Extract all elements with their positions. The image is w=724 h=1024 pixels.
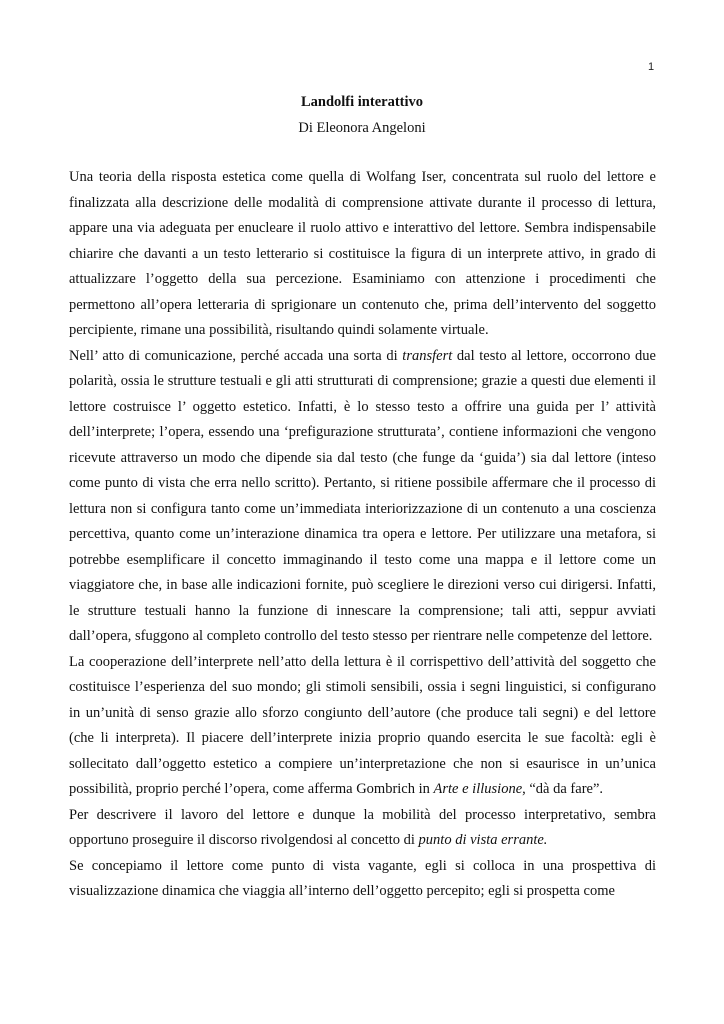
text-run: Nell’ atto di comunicazione, perché accada una sorta di (69, 347, 403, 364)
text-run: Una teoria della risposta estetica come quella di Wolfang Iser, concentrata sul ruolo del lettore e finalizzata alla descrizione delle modalità di comprensione attivate durante il processo di lettura, appare una via adeguata per enucleare il ruolo attivo e interattivo del lettore. Sembra indispensabile chiarire che davanti a un testo letterario si costituisce la figura di un interprete attivo, in grado di attualizzare l’oggetto della sua percezione. Esaminiamo con attenzione i procedimenti che permettono all’opera letteraria di sprigionare un contenuto che, prima dell’intervento del soggetto percipiente, rimane una possibilità, risultando quindi solamente virtuale. (69, 169, 656, 338)
italic-text: transfert (402, 347, 453, 364)
document-title: Landolfi interattivo (300, 94, 424, 110)
text-run: , “dà da fare”. (522, 781, 604, 797)
text-run: Se concepiamo il lettore come punto di vista vagante, egli si colloca in una prospettiva di visualizzazione dinamica che viaggia all’interno dell’oggetto percepito; egli si prospetta come (69, 857, 656, 899)
page-number: 1 (648, 61, 655, 73)
text-run: La cooperazione dell’interprete nell’atto della lettura è il corrispettivo dell’attività del soggetto che costituisce l’esperienza del suo mondo; gli stimoli sensibili, ossia i segni linguistici, si configurano in un’unità di senso grazie allo sforzo congiunto dell’autore (che produce tali segni) e del lettore (che li interpreta). Il piacere dell’interprete inizia proprio quando esercita le sue facoltà: egli è sollecitato dall’oggetto estetico a compiere un’interpretazione che non si esaurisce in un’unica possibilità, proprio perché l’opera, come afferma Gombrich in (69, 653, 656, 797)
paragraph (69, 344, 656, 650)
paragraph (69, 854, 656, 905)
text-run: Per descrivere il lavoro del lettore e dunque la mobilità del processo interpretativo, sembra opportuno proseguire il discorso rivolgendosi al concetto di (69, 806, 656, 848)
document-author: Di Eleonora Angeloni (298, 120, 426, 136)
italic-text: punto di vista errante. (418, 832, 548, 848)
italic-text: Arte e illusione (433, 781, 523, 797)
text-run: dal testo al lettore, occorrono due polarità, ossia le strutture testuali e gli atti strutturati di comprensione; grazie a questi due elementi il lettore costruisce l’ oggetto estetico. Infatti, è lo stesso testo a offrire una guida per l’ attività dell’interprete; l’opera, essendo una ‘prefigurazione strutturata’, contiene informazioni che vengono ricevute attraverso un modo che dipende sia dal testo (che funge da ‘guida’) sia dal lettore (inteso come punto di vista che erra nello scritto). Pertanto, si ritiene possibile affermare che il processo di lettura non si configura tanto come un’immediata interiorizzazione di un contenuto a una coscienza percettiva, quanto come un’interazione dinamica tra opera e lettore. Per utilizzare una metafora, si potrebbe esemplificare il concetto immaginando il testo come una mappa e il lettore come un viaggiatore che, in base alle indicazioni fornite, può scegliere le direzioni verso cui dirigersi. Infatti, le strutture testuali hanno la funzione di innescare la comprensione; tali atti, seppur avviati dall’opera, sfuggono al completo controllo del testo stesso per rientrare nelle competenze del lettore. (69, 347, 656, 644)
paragraph (69, 650, 656, 803)
paragraph (69, 165, 656, 344)
paragraph (69, 803, 656, 854)
document-body (69, 165, 656, 905)
